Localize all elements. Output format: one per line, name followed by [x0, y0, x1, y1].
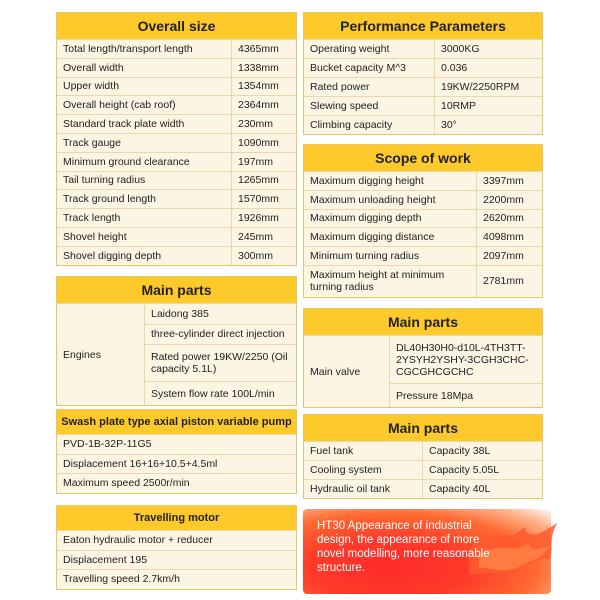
scope-value: 2200mm: [476, 191, 542, 209]
engine-value: Rated power 19KW/2250 (Oil capacity 5.1L): [145, 344, 296, 382]
promo-banner: [303, 509, 551, 594]
overall-size-label: Track gauge: [63, 136, 121, 149]
overall-size-title: Overall size: [57, 13, 296, 39]
overall-size-value: 2364mm: [231, 96, 296, 114]
main-parts-valve-table: [303, 308, 543, 408]
overall-size-label: Upper width: [63, 80, 120, 93]
overall-size-label: Shovel digging depth: [63, 249, 162, 262]
performance-value: 19KW/2250RPM: [434, 78, 542, 96]
tank-row: [304, 479, 542, 498]
overall-size-value: 1338mm: [231, 59, 296, 77]
scope-label: Maximum digging depth: [310, 212, 422, 225]
scope-value: 2620mm: [476, 210, 542, 228]
performance-row: [304, 39, 542, 58]
pump-line: PVD-1B-32P-11G5: [57, 434, 296, 454]
performance-row: [304, 77, 542, 96]
scope-label: Maximum height at minimum turning radius: [310, 269, 445, 294]
performance-label: Slewing speed: [310, 100, 379, 112]
overall-size-value: 1090mm: [231, 134, 296, 152]
scope-value: 3397mm: [476, 172, 542, 190]
pump-table: [56, 409, 297, 494]
performance-label: Climbing capacity: [310, 119, 393, 131]
engine-value: Laidong 385: [151, 307, 209, 320]
engines-label: Engines: [57, 304, 145, 405]
main-parts-tanks-table: [303, 414, 543, 499]
overall-size-row: [57, 152, 296, 171]
travel-motor-table: [56, 505, 297, 590]
tank-value: Capacity 40L: [422, 480, 542, 498]
tank-row: [304, 460, 542, 479]
main-parts-valve-title: Main parts: [304, 309, 542, 335]
motor-line: Eaton hydraulic motor + reducer: [57, 530, 296, 550]
overall-size-row: [57, 77, 296, 96]
overall-size-value: 245mm: [231, 228, 296, 246]
performance-row: [304, 58, 542, 77]
scope-row: [304, 265, 542, 297]
overall-size-value: 1265mm: [231, 172, 296, 190]
pump-line: Maximum speed 2500r/min: [57, 473, 296, 493]
performance-row: [304, 96, 542, 115]
scope-row: [304, 190, 542, 209]
pump-title: Swash plate type axial piston variable pump: [57, 410, 296, 434]
performance-value: 0.036: [434, 59, 542, 77]
performance-value: 3000KG: [434, 40, 542, 58]
engine-value: System flow rate 100L/min: [145, 381, 296, 405]
overall-size-row: [57, 39, 296, 58]
overall-size-row: [57, 58, 296, 77]
scope-value: 2781mm: [476, 266, 542, 297]
performance-value: 10RMP: [434, 97, 542, 115]
scope-title: Scope of work: [304, 145, 542, 171]
tank-label: Cooling system: [310, 464, 382, 476]
overall-size-label: Standard track plate width: [63, 118, 185, 131]
scope-table: [303, 144, 543, 298]
overall-size-value: 230mm: [231, 115, 296, 133]
motor-line: Displacement 195: [57, 550, 296, 570]
overall-size-value: 1354mm: [231, 78, 296, 96]
overall-size-row: [57, 208, 296, 227]
overall-size-value: 4365mm: [231, 40, 296, 58]
scope-value: 2097mm: [476, 247, 542, 265]
engine-value: three-cylinder direct injection: [145, 324, 296, 344]
main-parts-engines-title: Main parts: [57, 277, 296, 303]
tank-label: Fuel tank: [310, 445, 354, 457]
overall-size-row: [57, 189, 296, 208]
scope-row: [304, 209, 542, 228]
performance-table: [303, 12, 543, 135]
main-parts-tanks-title: Main parts: [304, 415, 542, 441]
performance-row: [304, 115, 542, 134]
scope-value: 4098mm: [476, 228, 542, 246]
travel-motor-title: Travelling motor: [57, 506, 296, 530]
tank-value: Capacity 5.05L: [422, 461, 542, 479]
tank-label: Hydraulic oil tank: [310, 483, 390, 495]
valve-value: Pressure 18Mpa: [390, 383, 542, 407]
performance-value: 30°: [434, 116, 542, 134]
overall-size-row: [57, 133, 296, 152]
overall-size-label: Track ground length: [63, 193, 156, 206]
scope-row: [304, 246, 542, 265]
tank-row: [304, 441, 542, 460]
pump-line: Displacement 16+16+10.5+4.5ml: [57, 454, 296, 474]
main-valve-label: Main valve: [304, 336, 390, 407]
scope-row: [304, 227, 542, 246]
overall-size-row: [57, 227, 296, 246]
main-valve-row: [304, 335, 542, 407]
scope-label: Minimum turning radius: [310, 250, 420, 263]
scope-row: [304, 171, 542, 190]
valve-value: DL40H30H0-d10L-4TH3TT-2YSYH2YSHY-3CGH3CHC-CGCGHCGCHC: [396, 341, 529, 378]
overall-size-value: 1926mm: [231, 209, 296, 227]
overall-size-label: Minimum ground clearance: [63, 155, 190, 168]
overall-size-row: [57, 114, 296, 133]
promo-text: HT30 Appearance of industrial design, the appearance of more novel modelling, more reasonable structure.: [317, 520, 490, 574]
scope-label: Maximum digging height: [310, 174, 424, 187]
scope-label: Maximum unloading height: [310, 193, 436, 206]
performance-label: Bucket capacity M^3: [310, 62, 406, 74]
scope-label: Maximum digging distance: [310, 231, 435, 244]
overall-size-row: [57, 95, 296, 114]
performance-label: Rated power: [310, 81, 370, 93]
overall-size-value: 197mm: [231, 153, 296, 171]
overall-size-row: [57, 171, 296, 190]
motor-line: Travelling speed 2.7km/h: [57, 569, 296, 589]
overall-size-value: 300mm: [231, 247, 296, 265]
overall-size-label: Overall height (cab roof): [63, 99, 176, 112]
performance-label: Operating weight: [310, 43, 390, 55]
performance-title: Performance Parameters: [304, 13, 542, 39]
overall-size-label: Overall width: [63, 61, 124, 74]
overall-size-label: Shovel height: [63, 230, 127, 243]
main-parts-engines-table: [56, 276, 297, 406]
overall-size-label: Track length: [63, 212, 121, 225]
overall-size-row: [57, 246, 296, 265]
engines-row: [57, 303, 296, 405]
overall-size-value: 1570mm: [231, 190, 296, 208]
overall-size-label: Total length/transport length: [63, 42, 193, 55]
overall-size-label: Tail turning radius: [63, 174, 146, 187]
overall-size-table: [56, 12, 297, 266]
tank-value: Capacity 38L: [422, 442, 542, 460]
